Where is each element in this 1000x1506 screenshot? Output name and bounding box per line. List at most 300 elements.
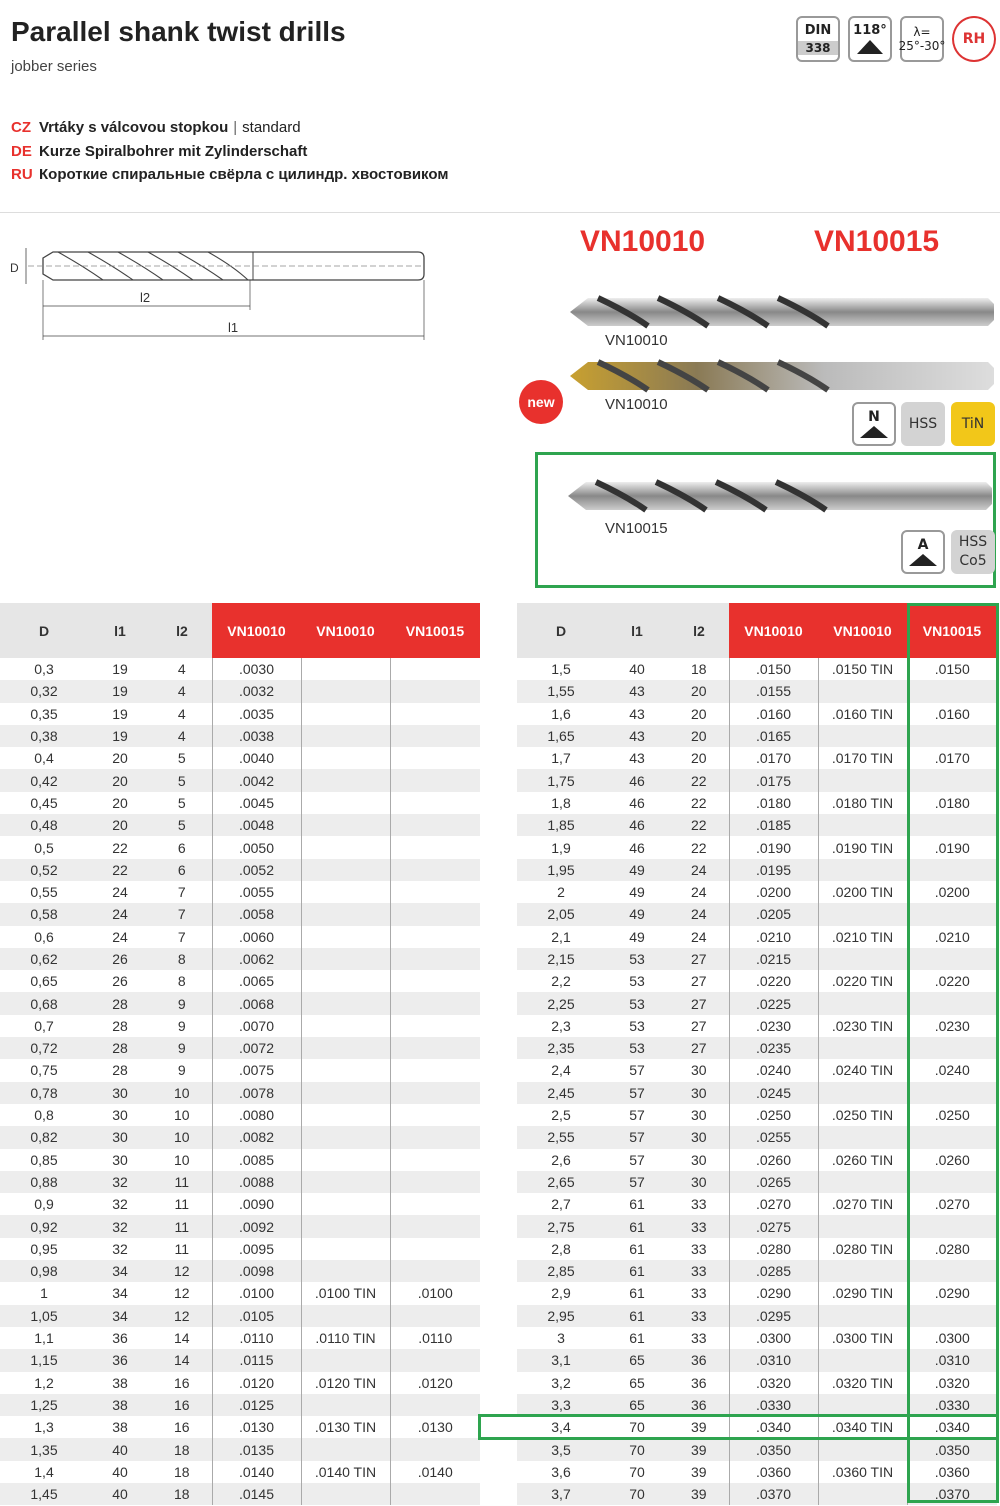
- col-l1: l1: [88, 603, 152, 658]
- table-cell: 1,2: [34, 1374, 54, 1391]
- table-cell: [390, 1126, 480, 1148]
- table-cell: 30: [669, 1171, 729, 1193]
- table-row: [517, 1305, 997, 1327]
- table-cell: 28: [88, 992, 152, 1014]
- table-cell: 33: [690, 1240, 707, 1257]
- table-cell: [390, 1171, 480, 1193]
- table-cell: .0092: [212, 1215, 301, 1237]
- table-cell: 22: [669, 814, 729, 836]
- table-cell: 57: [605, 1082, 669, 1104]
- table-row: [0, 836, 480, 858]
- table-row: [517, 680, 997, 702]
- table-cell: [818, 1305, 907, 1327]
- table-cell: [818, 725, 907, 747]
- table-cell: 19: [112, 705, 128, 722]
- table-cell: .0290: [729, 1282, 818, 1304]
- table-row: [0, 1438, 480, 1460]
- table-cell: .0160 TIN: [818, 703, 907, 725]
- drill-image-vn10010: [568, 292, 996, 332]
- table-cell: 0,38: [0, 725, 88, 747]
- table-cell: 14: [152, 1349, 212, 1371]
- table-cell: 38: [112, 1419, 128, 1436]
- table-row: [0, 1059, 480, 1081]
- table-cell: 38: [112, 1374, 128, 1391]
- table-cell: .0115: [212, 1349, 301, 1371]
- col-vn10015: VN10015: [390, 603, 480, 658]
- table-cell: [390, 1483, 480, 1505]
- table-cell: 2,9: [551, 1285, 571, 1302]
- table-cell: 20: [112, 794, 128, 811]
- table-cell: [301, 926, 390, 948]
- table-cell: .0165: [729, 725, 818, 747]
- table-cell: 32: [88, 1171, 152, 1193]
- table-cell: .0270 TIN: [818, 1193, 907, 1215]
- table-row: [517, 1104, 997, 1126]
- table-cell: [818, 1037, 907, 1059]
- table-cell: [301, 881, 390, 903]
- table-cell: .0085: [212, 1149, 301, 1171]
- table-cell: 2,1: [551, 928, 571, 945]
- table-cell: .0260 TIN: [818, 1149, 907, 1171]
- table-cell: .0205: [729, 903, 818, 925]
- table-cell: 8: [177, 973, 186, 990]
- table-cell: .0110: [390, 1327, 480, 1349]
- table-cell: 2,95: [517, 1305, 605, 1327]
- table-row: [0, 1327, 480, 1349]
- table-cell: .0270: [907, 1193, 997, 1215]
- table-cell: [301, 992, 390, 1014]
- table-cell: 1,6: [551, 705, 571, 722]
- table-cell: 20: [690, 750, 707, 767]
- table-cell: .0150 TIN: [818, 658, 907, 680]
- table-cell: [390, 658, 480, 680]
- table-cell: 36: [88, 1349, 152, 1371]
- table-cell: 10: [173, 1151, 190, 1168]
- table-row: [0, 1193, 480, 1215]
- table-cell: 1,35: [0, 1438, 88, 1460]
- table-cell: [301, 725, 390, 747]
- table-cell: .0055: [212, 881, 301, 903]
- table-cell: [390, 1193, 480, 1215]
- table-cell: 28: [88, 1037, 152, 1059]
- table-cell: .0225: [729, 992, 818, 1014]
- table-cell: 61: [629, 1240, 645, 1257]
- table-cell: 2,15: [517, 948, 605, 970]
- spec-badges: [796, 16, 996, 62]
- table-cell: 46: [605, 769, 669, 791]
- table-cell: 20: [690, 705, 707, 722]
- table-cell: 9: [177, 1017, 186, 1034]
- table-cell: .0130: [390, 1416, 480, 1438]
- table-cell: 36: [112, 1330, 128, 1347]
- table-cell: 43: [629, 750, 645, 767]
- table-cell: 36: [669, 1394, 729, 1416]
- table-row: [0, 1104, 480, 1126]
- table-cell: .0072: [212, 1037, 301, 1059]
- helix-angle-symbol: λ=: [913, 25, 931, 39]
- table-cell: [390, 769, 480, 791]
- lang-ru: RU Короткие спиральные свёрла с цилиндр. хвостовиком: [11, 166, 449, 183]
- table-cell: 7: [177, 884, 186, 901]
- table-cell: .0030: [212, 658, 301, 680]
- table-cell: [907, 948, 997, 970]
- table-cell: .0215: [729, 948, 818, 970]
- table-cell: 30: [88, 1082, 152, 1104]
- table-cell: 38: [88, 1394, 152, 1416]
- table-row: [517, 1438, 997, 1460]
- table-cell: [390, 680, 480, 702]
- table-row: [0, 903, 480, 925]
- table-cell: 16: [173, 1419, 190, 1436]
- helix-angle-value: 25°-30°: [898, 39, 946, 53]
- table-cell: 1,75: [517, 769, 605, 791]
- table-cell: .0255: [729, 1126, 818, 1148]
- table-cell: 0,9: [34, 1196, 54, 1213]
- table-cell: 30: [669, 1082, 729, 1104]
- table-cell: .0260: [907, 1149, 997, 1171]
- table-row: [0, 1461, 480, 1483]
- table-cell: .0230 TIN: [818, 1015, 907, 1037]
- table-cell: [907, 680, 997, 702]
- table-cell: 28: [112, 1017, 128, 1034]
- table-cell: [390, 1059, 480, 1081]
- table-cell: 0,98: [0, 1260, 88, 1282]
- table-row: [0, 792, 480, 814]
- din-badge-bottom: 338: [798, 41, 838, 55]
- point-angle-value: 118°: [853, 22, 887, 38]
- table-cell: [301, 769, 390, 791]
- lang-cz-name: Vrtáky s válcovou stopkou: [39, 119, 229, 136]
- table-cell: 0,92: [0, 1215, 88, 1237]
- table-cell: 61: [605, 1305, 669, 1327]
- table-cell: 53: [605, 948, 669, 970]
- table-cell: [818, 1483, 907, 1505]
- table-cell: .0180: [729, 792, 818, 814]
- table-cell: 7: [152, 903, 212, 925]
- table-cell: [301, 703, 390, 725]
- table-cell: 1,45: [0, 1483, 88, 1505]
- table-row: [517, 1394, 997, 1416]
- table-cell: [301, 680, 390, 702]
- table-cell: 10: [152, 1082, 212, 1104]
- table-cell: 46: [605, 814, 669, 836]
- table-cell: 70: [605, 1483, 669, 1505]
- table-cell: .0065: [212, 970, 301, 992]
- table-cell: 0,5: [34, 839, 54, 856]
- table-row: [0, 703, 480, 725]
- table-cell: .0190: [729, 836, 818, 858]
- table-cell: 0,7: [34, 1017, 54, 1034]
- table-cell: 24: [690, 928, 707, 945]
- table-cell: 1: [40, 1285, 48, 1302]
- diagram-l1-label: l1: [228, 320, 239, 335]
- table-cell: 1,9: [551, 839, 571, 856]
- table-cell: .0220: [907, 970, 997, 992]
- table-cell: .0098: [212, 1260, 301, 1282]
- table-cell: 2,85: [517, 1260, 605, 1282]
- table-cell: 65: [605, 1394, 669, 1416]
- table-cell: [907, 1037, 997, 1059]
- table-row: [517, 814, 997, 836]
- table-cell: [301, 1238, 390, 1260]
- table-cell: 0,95: [30, 1240, 58, 1257]
- table-cell: [818, 948, 907, 970]
- table-cell: 0,65: [30, 973, 58, 990]
- table-cell: [301, 948, 390, 970]
- table-cell: .0370: [729, 1483, 818, 1505]
- table-cell: .0280 TIN: [818, 1238, 907, 1260]
- table-cell: 30: [112, 1107, 128, 1124]
- table-cell: 12: [152, 1305, 212, 1327]
- table-row: [0, 881, 480, 903]
- table-cell: 2,35: [517, 1037, 605, 1059]
- table-row: [517, 769, 997, 791]
- table-cell: 32: [112, 1196, 128, 1213]
- table-row: [0, 747, 480, 769]
- table-cell: [818, 903, 907, 925]
- table-cell: .0110: [212, 1327, 301, 1349]
- table-cell: 0,62: [0, 948, 88, 970]
- table-cell: .0170 TIN: [818, 747, 907, 769]
- table-cell: 14: [173, 1330, 190, 1347]
- table-row: [0, 680, 480, 702]
- table-cell: [390, 1037, 480, 1059]
- table-cell: 36: [690, 1374, 707, 1391]
- table-cell: .0150: [907, 658, 997, 680]
- table-cell: .0340: [729, 1416, 818, 1438]
- table-row: [0, 658, 480, 680]
- table-cell: 0,55: [30, 884, 58, 901]
- table-cell: .0290 TIN: [818, 1282, 907, 1304]
- table-cell: 40: [112, 1463, 128, 1480]
- table-cell: 12: [173, 1285, 190, 1302]
- table-cell: 24: [112, 928, 128, 945]
- lang-ru-name: Короткие спиральные свёрла с цилиндр. хвостовиком: [39, 166, 449, 183]
- table-cell: .0280: [729, 1238, 818, 1260]
- table-cell: 20: [88, 814, 152, 836]
- table-row: [517, 903, 997, 925]
- table-row: [517, 970, 997, 992]
- table-cell: 0,3: [34, 661, 54, 678]
- table-cell: .0210: [729, 926, 818, 948]
- table-row: [0, 1305, 480, 1327]
- drill3-label: VN10015: [605, 520, 668, 537]
- table-cell: 3,7: [517, 1483, 605, 1505]
- table-cell: .0140: [212, 1461, 301, 1483]
- table-cell: 1,7: [551, 750, 571, 767]
- table-cell: 24: [88, 903, 152, 925]
- table-cell: [818, 1126, 907, 1148]
- table-cell: 1,85: [517, 814, 605, 836]
- table-cell: [390, 1015, 480, 1037]
- table-cell: [907, 814, 997, 836]
- table-row: [0, 1037, 480, 1059]
- table-cell: 2,7: [551, 1196, 571, 1213]
- table-cell: [818, 1349, 907, 1371]
- table-cell: 53: [605, 1037, 669, 1059]
- table-cell: 40: [88, 1483, 152, 1505]
- table-cell: 46: [629, 839, 645, 856]
- table-cell: .0285: [729, 1260, 818, 1282]
- table-cell: .0190: [907, 836, 997, 858]
- point-icon: [859, 425, 889, 439]
- table-cell: .0235: [729, 1037, 818, 1059]
- table-row: [517, 1461, 997, 1483]
- table-cell: [818, 680, 907, 702]
- table-row: [517, 859, 997, 881]
- point-icon: [908, 553, 938, 567]
- table-cell: [301, 970, 390, 992]
- lang-de: DE Kurze Spiralbohrer mit Zylinderschaft: [11, 142, 308, 160]
- table-cell: .0320 TIN: [818, 1372, 907, 1394]
- table-cell: 32: [112, 1240, 128, 1257]
- table-cell: 19: [88, 725, 152, 747]
- drill1-label: VN10010: [605, 332, 668, 349]
- table-cell: 1,3: [34, 1419, 54, 1436]
- table-cell: .0250: [729, 1104, 818, 1126]
- table-cell: .0350: [907, 1438, 997, 1460]
- table-cell: .0078: [212, 1082, 301, 1104]
- table-cell: .0190 TIN: [818, 836, 907, 858]
- din-badge-top: DIN: [804, 23, 832, 38]
- table-cell: .0050: [212, 836, 301, 858]
- table-cell: 19: [112, 661, 128, 678]
- table-cell: 27: [669, 1037, 729, 1059]
- table-cell: [301, 1104, 390, 1126]
- table-cell: [390, 926, 480, 948]
- table-row: [517, 1126, 997, 1148]
- table-cell: [390, 903, 480, 925]
- table-cell: [907, 859, 997, 881]
- table-cell: 5: [177, 750, 186, 767]
- table-cell: .0290: [907, 1282, 997, 1304]
- table-cell: .0090: [212, 1193, 301, 1215]
- table-cell: 1,05: [0, 1305, 88, 1327]
- table-cell: 61: [629, 1196, 645, 1213]
- table-cell: [390, 992, 480, 1014]
- table-cell: .0240: [907, 1059, 997, 1081]
- table-row: [517, 926, 997, 948]
- table-cell: 3,3: [517, 1394, 605, 1416]
- table-cell: 43: [605, 680, 669, 702]
- table-cell: 33: [669, 1215, 729, 1237]
- table-row: [517, 1015, 997, 1037]
- table-cell: .0105: [212, 1305, 301, 1327]
- table-cell: [390, 1104, 480, 1126]
- drill-image-vn10010-tin: [568, 356, 996, 396]
- table-cell: 10: [152, 1126, 212, 1148]
- table-cell: .0350: [729, 1438, 818, 1460]
- table-cell: 2,8: [551, 1240, 571, 1257]
- table-cell: .0220: [729, 970, 818, 992]
- table-row: [517, 1193, 997, 1215]
- table-cell: 1,55: [517, 680, 605, 702]
- table-cell: 57: [629, 1151, 645, 1168]
- table-cell: [907, 992, 997, 1014]
- table-cell: 22: [690, 839, 707, 856]
- table-cell: 2,5: [551, 1107, 571, 1124]
- table-cell: .0058: [212, 903, 301, 925]
- table-cell: [301, 1082, 390, 1104]
- new-badge: new: [519, 380, 563, 424]
- table-row: [517, 1372, 997, 1394]
- table-cell: [301, 1305, 390, 1327]
- table-cell: .0080: [212, 1104, 301, 1126]
- lang-cz: CZ Vrtáky s válcovou stopkou | standard: [11, 119, 301, 136]
- table-cell: 61: [605, 1215, 669, 1237]
- col-vn10010-tin: VN10010: [818, 603, 907, 658]
- table-cell: .0145: [212, 1483, 301, 1505]
- table-cell: .0360: [907, 1461, 997, 1483]
- table-cell: [390, 747, 480, 769]
- table-cell: .0180: [907, 792, 997, 814]
- table-row: [517, 992, 997, 1014]
- table-row: [517, 1082, 997, 1104]
- table-cell: 70: [605, 1438, 669, 1460]
- table-cell: 30: [690, 1062, 707, 1079]
- table-cell: [301, 1349, 390, 1371]
- table-cell: .0295: [729, 1305, 818, 1327]
- table-row: [0, 1260, 480, 1282]
- table-cell: [390, 881, 480, 903]
- table-cell: 57: [629, 1062, 645, 1079]
- table-cell: .0120: [390, 1372, 480, 1394]
- table-row: [517, 948, 997, 970]
- size-table-right: [517, 603, 997, 1505]
- table-cell: 4: [177, 661, 186, 678]
- table-cell: .0280: [907, 1238, 997, 1260]
- table-cell: .0068: [212, 992, 301, 1014]
- table-cell: [301, 792, 390, 814]
- table-cell: 39: [669, 1483, 729, 1505]
- table-cell: 3,2: [551, 1374, 571, 1391]
- table-cell: 18: [152, 1483, 212, 1505]
- table-cell: [301, 836, 390, 858]
- table-cell: 22: [88, 859, 152, 881]
- table-cell: .0095: [212, 1238, 301, 1260]
- lang-de-name: Kurze Spiralbohrer mit Zylinderschaft: [39, 142, 308, 160]
- table-cell: 2,75: [517, 1215, 605, 1237]
- table-cell: 2,65: [517, 1171, 605, 1193]
- material-n-label: N: [868, 409, 880, 425]
- table-cell: 33: [690, 1330, 707, 1347]
- table-cell: 30: [690, 1151, 707, 1168]
- table-cell: [301, 1126, 390, 1148]
- table-cell: [390, 859, 480, 881]
- table-cell: 49: [629, 928, 645, 945]
- table-cell: 2,3: [551, 1017, 571, 1034]
- table-cell: .0300: [907, 1327, 997, 1349]
- table-cell: 1,4: [34, 1463, 54, 1480]
- table-cell: .0270: [729, 1193, 818, 1215]
- table-row: [517, 1327, 997, 1349]
- table-cell: [301, 814, 390, 836]
- table-cell: [301, 1171, 390, 1193]
- table-cell: [907, 1305, 997, 1327]
- table-cell: 43: [629, 705, 645, 722]
- table-cell: [301, 1215, 390, 1237]
- table-cell: 57: [605, 1126, 669, 1148]
- table-row: [0, 1282, 480, 1304]
- table-cell: .0180 TIN: [818, 792, 907, 814]
- table-cell: 4: [152, 680, 212, 702]
- table-cell: 26: [88, 948, 152, 970]
- table-cell: [818, 859, 907, 881]
- table-cell: 57: [605, 1171, 669, 1193]
- table-cell: .0230: [729, 1015, 818, 1037]
- table-cell: .0275: [729, 1215, 818, 1237]
- table-cell: .0200: [907, 881, 997, 903]
